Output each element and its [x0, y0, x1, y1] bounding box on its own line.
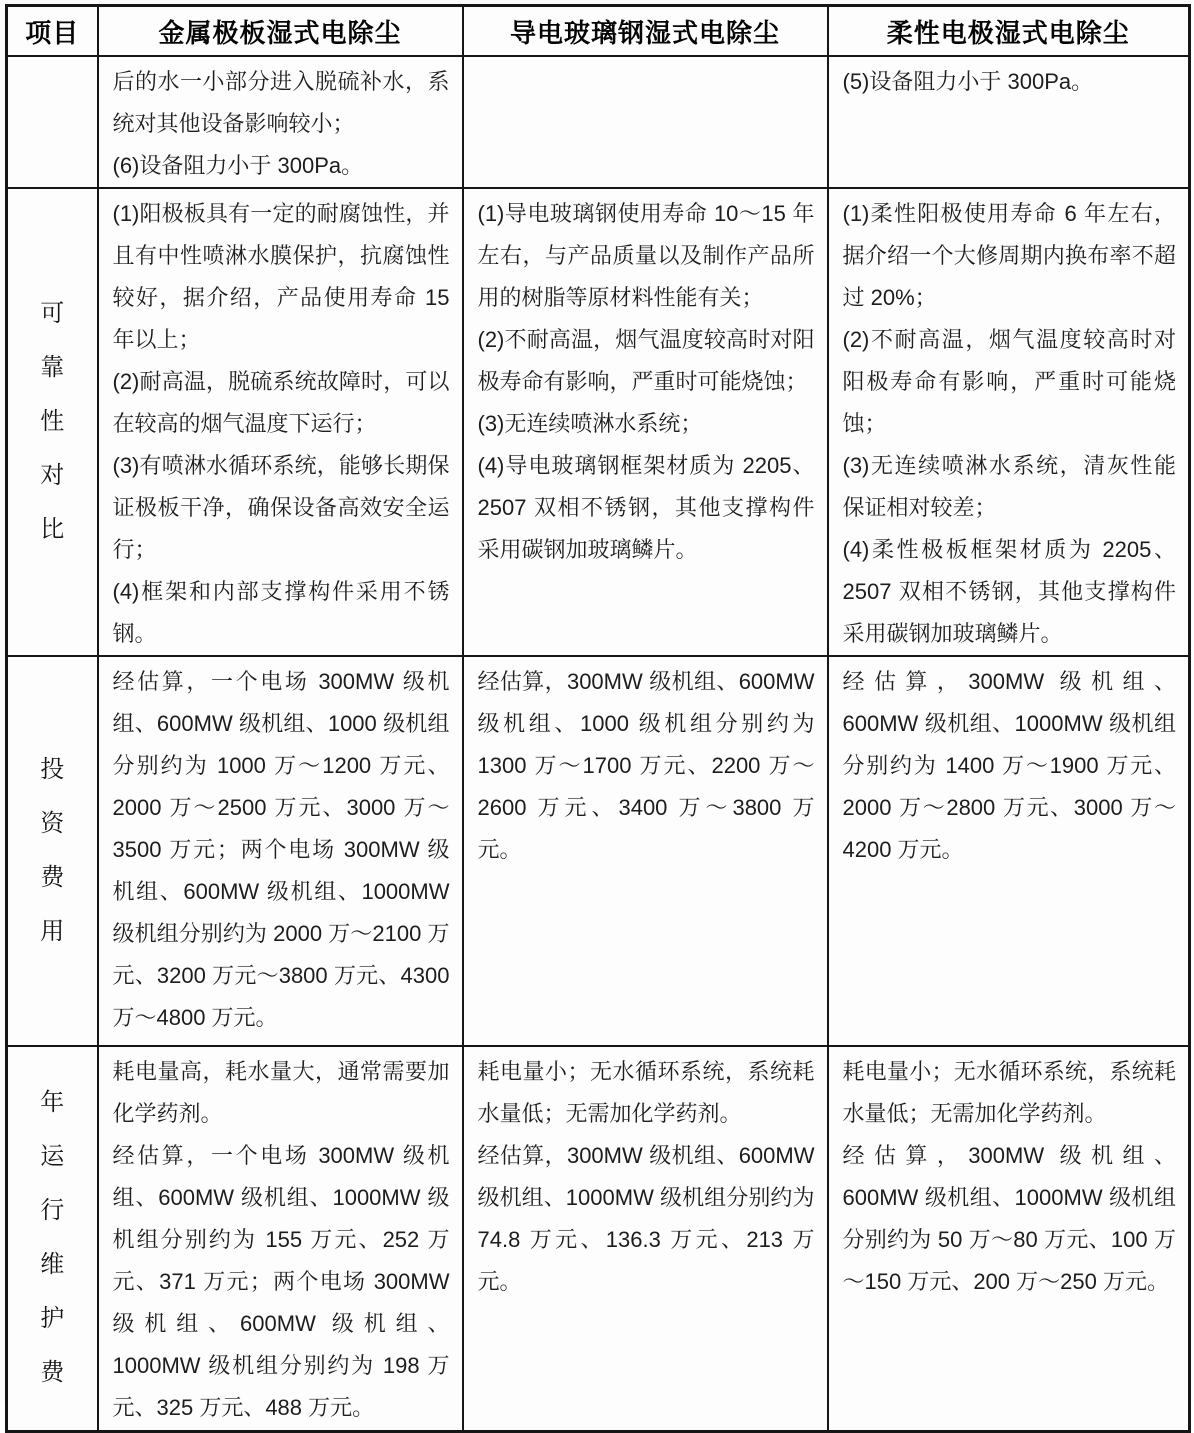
row-label-reliability: 可靠性对比: [40, 300, 65, 543]
cell-paragraph: 经估算，300MW 级机组、600MW 级机组、1000MW 级机组分别约为 50 万～80 万元、100 万～150 万元、200 万～250 万元。: [842, 1143, 1176, 1294]
cell-paragraph: 耗电量小；无水循环系统，系统耗水量低；无需加化学药剂。: [842, 1059, 1176, 1126]
cell-paragraph: 耗电量小；无水循环系统，系统耗水量低；无需加化学药剂。: [477, 1059, 815, 1126]
table-row-reliability: [7, 188, 1190, 656]
cell-frp: [463, 1046, 828, 1431]
header-row: [7, 6, 1190, 57]
cell-flex: [828, 1046, 1190, 1431]
row-label-cell: [7, 1046, 98, 1431]
cell-paragraph: 耗电量高，耗水量大，通常需要加化学药剂。: [112, 1059, 450, 1126]
cell-paragraph: (2)不耐高温，烟气温度较高时对阳极寿命有影响，严重时可能烧蚀；: [477, 327, 815, 394]
cell-paragraph: (3)无连续喷淋水系统；: [477, 411, 703, 436]
row-label-investment: 投资费用: [40, 756, 65, 945]
cell-paragraph: 经估算，一个电场 300MW 级机组、600MW 级机组、1000MW 级机组分别约为 155 万元、252 万元、371 万元；两个电场 300MW 级机组、600MW 级机组、1000MW 级机组分别约为 198 万元、325 万元、488 万元。: [112, 1143, 450, 1420]
row-label-cell: [7, 656, 98, 1046]
cell-paragraph: (2)耐高温，脱硫系统故障时，可以在较高的烟气温度下运行；: [112, 369, 450, 436]
cell-metal: [98, 656, 463, 1046]
table-row-investment: [7, 656, 1190, 1046]
cell-frp-empty: [463, 56, 828, 188]
cell-paragraph: (3)有喷淋水循环系统，能够长期保证极板干净，确保设备高效安全运行；: [112, 453, 450, 562]
table-row-continuation: [7, 56, 1190, 188]
cell-paragraph: 经估算，300MW 级机组、600MW 级机组、1000 级机组分别约为 1300 万～1700 万元、2200 万～2600 万元、3400 万～3800 万元。: [477, 669, 815, 862]
header-item: 项目: [7, 6, 98, 57]
cell-flex: [828, 656, 1190, 1046]
row-label-cell: [7, 188, 98, 656]
cell-flex: [828, 188, 1190, 656]
cell-paragraph: (1)柔性阳极使用寿命 6 年左右，据介绍一个大修周期内换布率不超过 20%；: [842, 201, 1176, 310]
cell-frp: [463, 656, 828, 1046]
row-label-cell: [7, 56, 98, 188]
cell-paragraph: (2)不耐高温，烟气温度较高时对阳极寿命有影响，严重时可能烧蚀；: [842, 327, 1176, 436]
cell-paragraph: 经估算，300MW 级机组、600MW 级机组、1000MW 级机组分别约为 74.8 万元、136.3 万元、213 万元。: [477, 1143, 815, 1294]
cell-paragraph: 后的水一小部分进入脱硫补水，系统对其他设备影响较小；: [112, 69, 450, 136]
cell-paragraph: (4)框架和内部支撑构件采用不锈钢。: [112, 579, 450, 646]
cell-paragraph: (5)设备阻力小于 300Pa。: [842, 69, 1094, 94]
cell-metal: [98, 1046, 463, 1431]
header-metal-plate-esp: 金属极板湿式电除尘: [98, 6, 463, 57]
cell-paragraph: (1)导电玻璃钢使用寿命 10～15 年左右，与产品质量以及制作产品所用的树脂等原材料性能有关；: [477, 201, 815, 310]
cell-paragraph: (4)柔性极板框架材质为 2205、2507 双相不锈钢，其他支撑构件采用碳钢加玻璃鳞片。: [842, 537, 1176, 646]
cell-paragraph: (1)阳极板具有一定的耐腐蚀性，并且有中性喷淋水膜保护，抗腐蚀性较好，据介绍，产品使用寿命 15 年以上；: [112, 201, 450, 352]
cell-metal: [98, 188, 463, 656]
row-label-annual-om-cost: 年运行维护费: [40, 1089, 65, 1387]
cell-paragraph: 经估算，一个电场 300MW 级机组、600MW 级机组、1000 级机组分别约为 1000 万～1200 万元、2000 万～2500 万元、3000 万～3500 万元；两个电场 300MW 级机组、600MW 级机组、1000MW 级机组分别约为 2000 万～2100 万元、3200 万元～3800 万元、4300 万～4800 万元。: [112, 669, 450, 1030]
header-flexible-electrode-esp: 柔性电极湿式电除尘: [828, 6, 1190, 57]
cell-paragraph: (3)无连续喷淋水系统，清灰性能保证相对较差；: [842, 453, 1176, 520]
cell-flex: [828, 56, 1190, 188]
cell-paragraph: 经估算，300MW 级机组、600MW 级机组、1000MW 级机组分别约为 1400 万～1900 万元、2000 万～2800 万元、3000 万～4200 万元。: [842, 669, 1176, 862]
cell-paragraph: (4)导电玻璃钢框架材质为 2205、2507 双相不锈钢，其他支撑构件采用碳钢加玻璃鳞片。: [477, 453, 815, 562]
cell-frp: [463, 188, 828, 656]
cell-metal: [98, 56, 463, 188]
comparison-table: [5, 4, 1191, 1433]
table-row-annual-om-cost: [7, 1046, 1190, 1431]
cell-paragraph: (6)设备阻力小于 300Pa。: [112, 153, 364, 178]
header-conductive-frp-esp: 导电玻璃钢湿式电除尘: [463, 6, 828, 57]
